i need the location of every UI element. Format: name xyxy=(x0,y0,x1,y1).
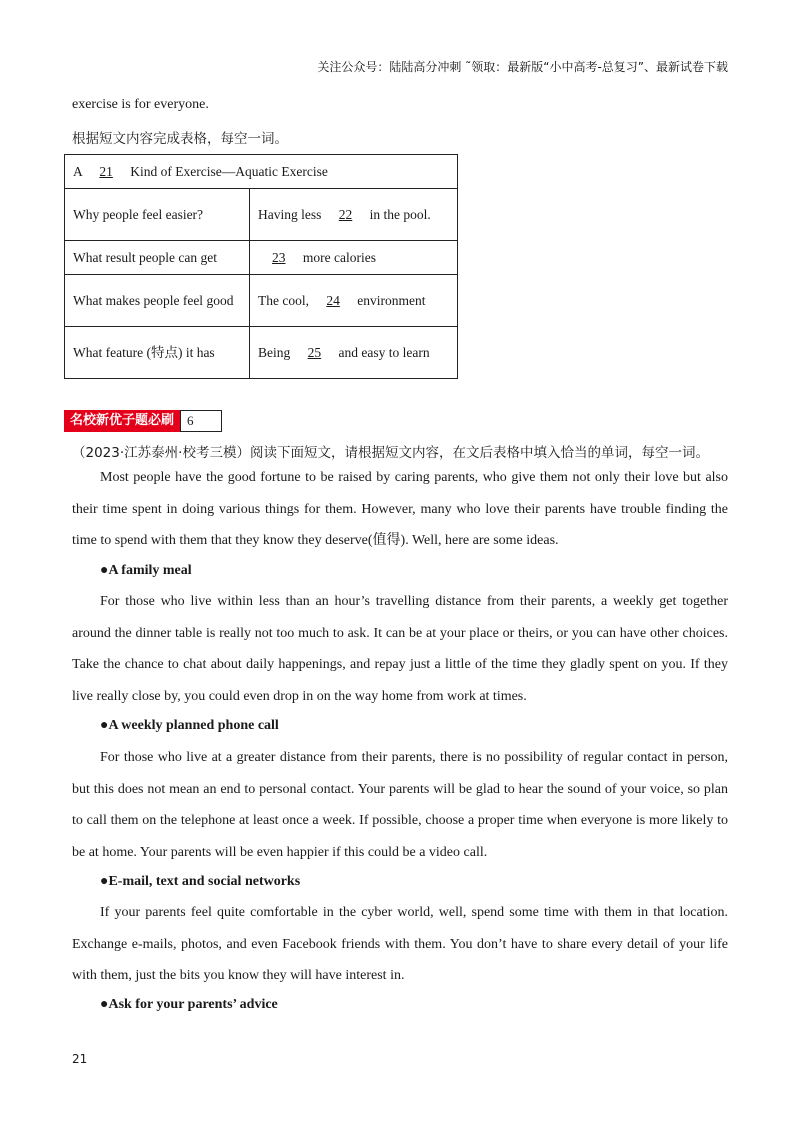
answer-after: and easy to learn xyxy=(338,344,430,360)
table-title-row xyxy=(65,155,458,189)
intro-line: exercise is for everyone. xyxy=(72,97,209,112)
section-tag-label: 名校新优子题必刷 xyxy=(64,410,180,432)
section-heading: ●E-mail, text and social networks xyxy=(100,874,301,889)
page-header: 关注公众号：陆陆高分冲刺 ˜领取：最新版“小中高考-总复习”、最新试卷下载 xyxy=(317,60,728,74)
answer-after: environment xyxy=(357,292,426,308)
section-heading: ●Ask for your parents’ advice xyxy=(100,997,278,1012)
paragraph: For those who live within less than an hour’s travelling distance from their parents, a weekly get together around the dinner table is really not too much to ask. It can be at your place or theirs, or you can have other choices. Take the chance to chat about daily happenings, and repay just a little of the time they gladly spent on you. If they live really close by, you could even drop in on the way home from work at times. xyxy=(72,594,728,704)
section-tag xyxy=(64,410,222,432)
table-instruction: 根据短文内容完成表格，每空一词。 xyxy=(72,131,288,147)
exercise-table xyxy=(64,154,458,379)
row-question: What makes people feel good xyxy=(65,275,250,327)
table-row xyxy=(65,241,458,275)
row-answer xyxy=(250,275,458,327)
row-question: Why people feel easier? xyxy=(65,189,250,241)
section-heading: ●A family meal xyxy=(100,563,192,578)
paragraph: For those who live at a greater distance from their parents, there is no possibility of regular contact in person, but this does not mean an end to personal contact. Your parents will be glad to hear the sound of your voice, so plan to call them on the telephone at least once a week. If possible, choose a proper time when everyone is more likely to be at home. Your parents will be even happier if this could be a video call. xyxy=(72,750,728,860)
table-title xyxy=(65,155,458,189)
table-row xyxy=(65,327,458,379)
answer-before: Having less xyxy=(258,206,322,222)
row-answer xyxy=(250,327,458,379)
row-question: What result people can get xyxy=(65,241,250,275)
row-question: What feature (特点) it has xyxy=(65,327,250,379)
blank-22: 22 xyxy=(338,206,353,222)
row-answer xyxy=(250,189,458,241)
answer-after: in the pool. xyxy=(369,206,431,222)
title-suffix: Kind of Exercise—Aquatic Exercise xyxy=(130,163,328,179)
answer-after: more calories xyxy=(302,249,376,265)
answer-before: Being xyxy=(258,344,291,360)
blank-21: 21 xyxy=(99,163,113,179)
question-source: （2023·江苏泰州·校考三模）阅读下面短文，请根据短文内容，在文后表格中填入恰当的单词，每空一词。 xyxy=(72,445,709,461)
paragraph: Most people have the good fortune to be raised by caring parents, who give them not only their love but also their time spent in doing various things for them. However, many who love their parents have trouble finding the time to spend with them that they know they deserve(值得). Well, here are some ideas. xyxy=(72,470,728,548)
blank-23: 23 xyxy=(272,249,286,265)
row-answer xyxy=(250,241,458,275)
answer-before: The cool, xyxy=(258,292,309,308)
table-row xyxy=(65,275,458,327)
blank-24: 24 xyxy=(326,292,340,308)
page-number: 21 xyxy=(72,1052,88,1066)
table-row xyxy=(65,189,458,241)
section-tag-number: 6 xyxy=(180,410,222,432)
blank-25: 25 xyxy=(307,344,322,360)
paragraph: If your parents feel quite comfortable in the cyber world, well, spend some time with them in that location. Exchange e-mails, photos, and even Facebook friends with them. You don’t have to share every detail of your life with them, just the bits you know they will have interest in. xyxy=(72,905,728,983)
title-prefix: A xyxy=(73,163,83,179)
section-heading: ●A weekly planned phone call xyxy=(100,718,279,733)
